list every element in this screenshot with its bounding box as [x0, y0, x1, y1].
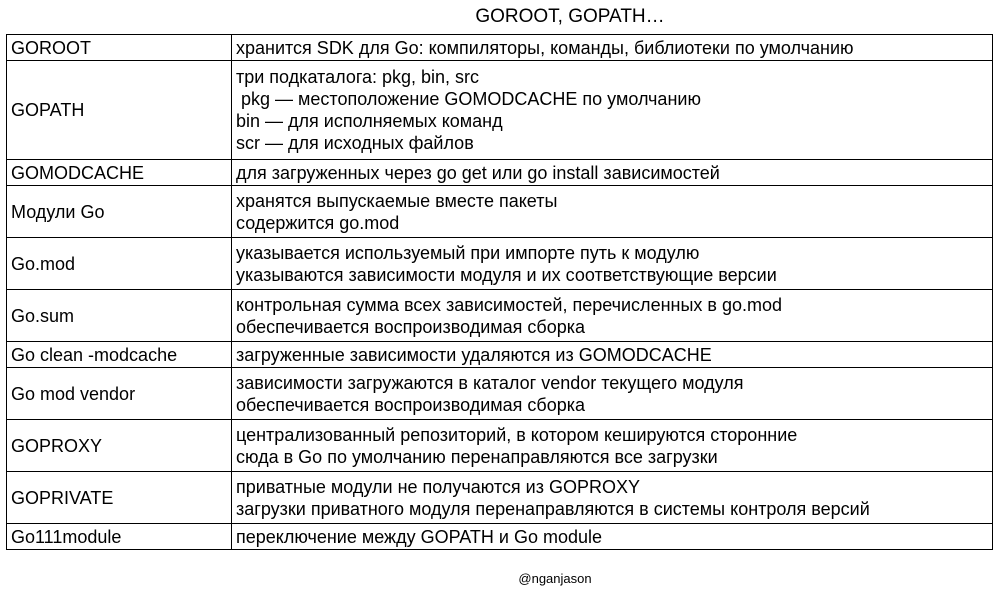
- description-cell: [232, 368, 993, 420]
- table-row: [7, 35, 993, 61]
- description-line: для загруженных через go get или go install зависимостей: [236, 162, 720, 183]
- term-cell: GOMODCACHE: [7, 160, 232, 186]
- term-cell: GOPATH: [7, 61, 232, 160]
- description-cell: [232, 524, 993, 550]
- description-line: загруженные зависимости удаляются из GOMODCACHE: [236, 344, 712, 365]
- description-cell: [232, 160, 993, 186]
- description-line: три подкаталога: pkg, bin, src: [236, 67, 480, 87]
- term-cell: GOPROXY: [7, 420, 232, 472]
- description-line: зависимости загружаются в каталог vendor текущего модуля: [236, 372, 744, 393]
- description-cell: [232, 186, 993, 238]
- description-cell: [232, 61, 993, 160]
- table-row: [7, 472, 993, 524]
- table-row: [7, 61, 993, 160]
- description-line: переключение между GOPATH и Go module: [236, 526, 603, 547]
- term-cell: Go clean -modcache: [7, 342, 232, 368]
- table-row: [7, 524, 993, 550]
- description-line: загрузки приватного модуля перенаправляются в системы контроля версий: [236, 498, 870, 519]
- description-cell: [232, 342, 993, 368]
- description-line: bin — для исполняемых команд: [236, 111, 503, 131]
- description-cell: [232, 238, 993, 290]
- description-cell: [232, 420, 993, 472]
- description-line: pkg — местоположение GOMODCACHE по умолчанию: [236, 89, 701, 109]
- description-line: сюда в Go по умолчанию перенаправляются все загрузки: [236, 446, 718, 467]
- table-row: [7, 420, 993, 472]
- author-handle: @nganjason: [518, 571, 592, 586]
- term-cell: Go mod vendor: [7, 368, 232, 420]
- description-line: приватные модули не получаются из GOPROXY: [236, 476, 641, 497]
- description-line: обеспечивается воспроизводимая сборка: [236, 316, 586, 337]
- description-line: централизованный репозиторий, в котором кешируются сторонние: [236, 424, 798, 445]
- table-row: [7, 290, 993, 342]
- term-cell: GOROOT: [7, 35, 232, 61]
- description-line: scr — для исходных файлов: [236, 133, 474, 153]
- term-cell: Модули Go: [7, 186, 232, 238]
- term-cell: Go.sum: [7, 290, 232, 342]
- description-cell: [232, 35, 993, 61]
- table-row: [7, 238, 993, 290]
- table-row: [7, 368, 993, 420]
- description-line: указываются зависимости модуля и их соответствующие версии: [236, 264, 777, 285]
- description-line: содержится go.mod: [236, 212, 400, 233]
- description-line: обеспечивается воспроизводимая сборка: [236, 394, 586, 415]
- term-cell: GOPRIVATE: [7, 472, 232, 524]
- glossary-table: [6, 34, 993, 550]
- description-cell: [232, 290, 993, 342]
- description-line: хранится SDK для Go: компиляторы, команды, библиотеки по умолчанию: [236, 37, 854, 58]
- description-line: хранятся выпускаемые вместе пакеты: [236, 190, 558, 211]
- table-row: [7, 186, 993, 238]
- page-title: GOROOT, GOPATH…: [475, 6, 665, 27]
- description-cell: [232, 472, 993, 524]
- table-row: [7, 342, 993, 368]
- table-row: [7, 160, 993, 186]
- description-line: контрольная сумма всех зависимостей, перечисленных в go.mod: [236, 294, 782, 315]
- description-line: указывается используемый при импорте путь к модулю: [236, 242, 700, 263]
- term-cell: Go111module: [7, 524, 232, 550]
- term-cell: Go.mod: [7, 238, 232, 290]
